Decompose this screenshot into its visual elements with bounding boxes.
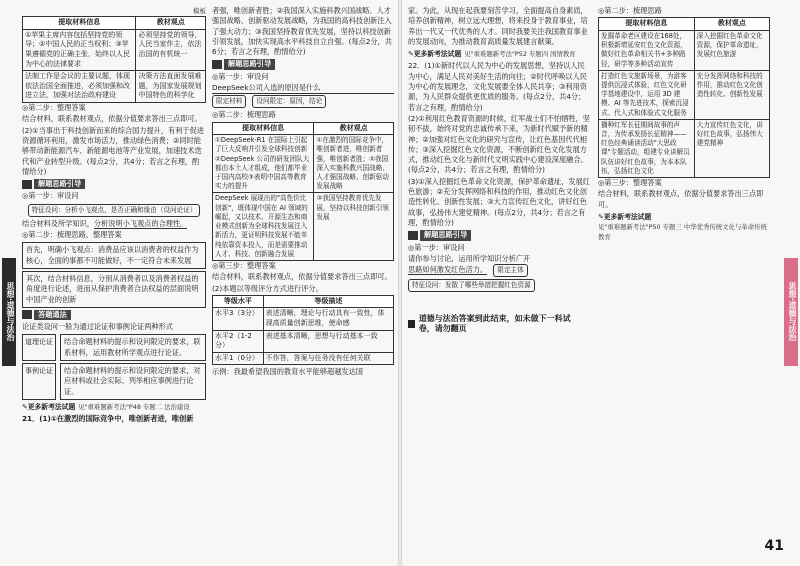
table-cell: 水平3（3分）	[213, 308, 264, 330]
reasoning-box: 其次，结合材料信息，分别从消费者以及消费者权益的角度进行论述，进而从保护消费者合法权益的层面说明中国产业的创新	[22, 271, 206, 308]
step-heading: ◎第一步：审设问	[408, 242, 465, 252]
tip-text: 结合命题材料的提示和设问限定的要求，联系材料，运用教材所学观点进行论证。	[60, 334, 206, 361]
table-cell: DeepSeek 展现出的"高性价比创新"，既体现中国在 AI 领域的崛起，又以技术、开源生态和商业模式创新为全球科技发展注入新活力，更证明科技发展不能单纯依靠资本投入，而是需要推动人才、科技、创新融合发展	[213, 193, 314, 260]
question-text: 请你参与讨论，运用所学知识分析广开	[408, 253, 531, 263]
table-cell: 必须坚持党的领导，人民当家作主，依法治国的有机统一	[136, 29, 206, 70]
tips-heading	[22, 310, 206, 320]
section-marker-icon	[408, 231, 418, 240]
table-row	[213, 330, 394, 352]
more-questions-link[interactable]	[598, 212, 770, 243]
table-header: 提取材料信息	[213, 122, 314, 135]
pencil-icon: ✎	[598, 212, 604, 221]
table-cell: 充分发挥网络和科技的作用，推动红色文化创造性转化、创新性发展	[694, 70, 769, 119]
more-label: 更多新考法试题	[27, 402, 76, 411]
table-row	[23, 29, 206, 70]
table-row	[599, 30, 770, 70]
question-text: 结合材料及所学知识，	[22, 218, 94, 228]
table-cell: 播种红军长征期间故事的声音，为传承发扬长征精神——红色经典诵读活动"大思政课"专题活动，组建专业讲解员队伍讲好红色故事，为本本队伍，弘扬红色文化	[599, 119, 695, 177]
right-subject-tab: 思想·道德与法治	[784, 258, 798, 366]
table-header: 教材观点	[136, 17, 206, 30]
column-1	[22, 6, 206, 562]
column-4	[598, 6, 770, 562]
more-questions-link[interactable]	[22, 402, 206, 412]
paragraph: 结合材料，联系教材观点，依据分值要求答出三点即可。	[212, 272, 392, 282]
question-underlined: 思路如何激发红色活力。	[408, 265, 488, 275]
table-row	[599, 119, 770, 177]
table-cell: ③我国坚持教育优先发展，坚持以科技创新引领发展	[314, 193, 394, 260]
table-cell: 水平1（0分）	[213, 352, 264, 365]
question-22: 22．(1)①新时代以人民为中心的发展思想，坚持以人民为中心，满足人民对美好生活的向往；②时代呼唤以人民为中心的发展理念，文化发展要全体人民共享；③利用资源，为人民群众提供更优质的服务。(每点2分，共4分；若言之有理，酌情给分)	[408, 61, 587, 112]
level-table	[212, 295, 394, 366]
paragraph: 家。为此，从现在起我要刻苦学习，全面提高自身素质，培养创新精神，树立远大理想，将来投身于教育事业，培养出一代又一代优秀的人才。同时我要关注我国教育事业的发展动向，为推动教育高质量发展建言献策。	[408, 6, 588, 46]
table-cell: 表述清晰，理论与行动具有一致性，体现高质量创新思维，使命感	[263, 308, 393, 330]
callout-bubble: 特征设问：发散了哪些举措把握红色资源	[408, 279, 535, 292]
step-heading: ◎第三步：整理答案	[598, 177, 662, 187]
table-4	[598, 17, 770, 178]
table-cell: 发掘革命老区建设在168处，积极新增延安红色文化资源，做好红色革命相关书+多种路径，研学等多种活动宣传	[599, 30, 695, 70]
tips-title: 答题通法	[34, 310, 71, 320]
end-note-text: 道德与法治答案到此结束，如未做下一科试卷，请勿翻页	[418, 314, 571, 334]
column-2	[212, 6, 394, 562]
step-heading: ◎第二步：整理答案	[22, 103, 86, 113]
table-cell: 不作答，答案与任务没有任何关联	[263, 352, 393, 365]
tip-row	[22, 363, 206, 400]
table-cell: ①DeepSeek-R1 在国际上引起了巨大反响并引发全球科技创新②DeepSeek 公司的研发团队大都由本土人才组成，他们都毕业于国内高校③表明中国高等教育实力的提升	[213, 135, 314, 193]
table-row	[213, 352, 394, 365]
step-heading: ◎第一步：审设问	[212, 71, 269, 81]
step-heading: ◎第一步：审设问	[22, 191, 79, 201]
section-marker-icon	[212, 60, 222, 69]
tip-label: 事例论证	[22, 363, 56, 400]
table-cell: 决策方法直面发展难题，为国家发展规划中国特色的科学化	[136, 71, 206, 103]
pencil-icon: ✎	[22, 402, 28, 411]
table-row	[213, 308, 394, 330]
question-line	[22, 219, 206, 229]
end-note	[408, 314, 590, 335]
square-icon	[408, 320, 415, 328]
table-cell: 水平2（1-2分）	[213, 330, 264, 352]
paragraph: 结合材料，联系教材观点，依据分值要求答出三点即可。	[22, 114, 202, 124]
table-header: 教材观点	[694, 18, 769, 31]
step-heading: ◎第三步：整理答案	[212, 260, 276, 270]
tag-bubble: 限定主体	[493, 264, 527, 277]
table-header: 提取材料信息	[23, 17, 136, 30]
table-header: 提取材料信息	[599, 18, 695, 31]
tips-intro: 论证类设问一般为通过论证和事例论证两种形式	[22, 322, 173, 332]
table-2	[212, 122, 394, 261]
question-lead	[408, 254, 590, 277]
table-cell: ①在激烈的国际竞争中，唯创新者进，唯创新者强，唯创新者胜；②我国深入实施科教兴国战略、人才强国战略、创新驱动发展战略	[314, 135, 394, 193]
page-number: 41	[764, 538, 784, 554]
table-cell: ①苹果主席内容包括坚持党的领导；②中国人民的正当权利；③苹果遵循党的正确主张，始终以人民为中心的法律要求	[23, 29, 136, 70]
table-cell: 打造红色文旅新场景，为游客提供沉浸式体验，红色文化研学基地建设中，运用 3D 建模、AI 等先进技术，探索沉浸式、代入式和体验式文化服务	[599, 70, 695, 119]
table-cell: 大力宣传红色文化，讲好红色故事，弘扬伟大建党精神	[694, 119, 769, 177]
table-cell: 法制工作是会议的主要议题，体现依法治国全面推进，必须加强和改进立法，加强对法治政府建设	[23, 71, 136, 103]
tip-label: 道理论证	[22, 334, 56, 361]
section-heading	[212, 59, 394, 69]
paragraph: (2)①利用红色教育资源的时候，红军战士们不怕牺牲，坚韧不拔，始终对党的忠诚传承下来，为新时代赋予新的精神；②加强对红色文化的研究与宣传，让红色基因代代相传；③深入挖掘红色文化资源，不断创新红色文化发展方式，推动红色文化与新时代文明实践中心建设深度融合。(每点2分，共4分；若言之有理，酌情给分)	[408, 113, 590, 175]
paragraph: 结合材料，联系教材观点，依据分值要求答出三点即可。	[598, 189, 764, 209]
more-label: 更多新考法试题	[603, 212, 652, 221]
more-ref: 见"重难题新考法"P48 专题二 法治建设	[78, 402, 190, 411]
question-lead: DeepSeek公司入选的原因是什么	[212, 83, 394, 94]
section-heading	[408, 230, 590, 240]
top-label: 模板	[193, 7, 206, 15]
section-title: 解题思路引导	[420, 230, 471, 240]
step-heading: ◎第二步：梳理思路，整理答案	[22, 230, 122, 240]
question-underlined: 分析说明小飞观点的合理性。	[93, 218, 188, 228]
step-heading: ◎第二步：梳理思路	[212, 110, 276, 120]
table-row	[599, 70, 770, 119]
section-title: 解题思路引导	[224, 59, 275, 69]
section-marker-icon	[22, 310, 32, 319]
column-3	[408, 6, 590, 562]
paragraph: (2)本题以等级评分方式进行评分。	[212, 283, 323, 293]
table-header: 教材观点	[314, 122, 394, 135]
paragraph: (3)①深入挖掘红色革命文化资源，保护革命遗址，发展红色旅游；②充分发挥网络和科技的作用，推动红色文化创造性转化、创新性发展；③大力宣传红色文化，讲好红色故事，弘扬伟大建党精神。(每点2分，共4分；若言之有理，酌情给分)	[408, 176, 590, 227]
step-heading: ◎第二步：梳理思路	[598, 6, 662, 15]
reasoning-box: 首先，明确小飞观点：消费品应该以消费者的权益作为核心，全面的事都不可能做好，不一定符合未来发展	[22, 242, 206, 269]
callout-bubble: 特征设问：分析小飞观点，是否正确和缘由（设问论证）	[28, 204, 201, 217]
table-row	[23, 71, 206, 103]
table-header: 等级描述	[263, 295, 393, 308]
section-heading	[22, 179, 206, 189]
example-text: 示例：我最希望我国的教育水平能够超越发达国	[212, 367, 363, 377]
more-questions-link[interactable]	[408, 49, 590, 59]
tag-bubble: 限定材料	[212, 95, 246, 108]
table-row	[213, 135, 394, 193]
paragraph: 者强，唯创新者胜；②我国深入实施科教兴国战略、人才强国战略、创新驱动发展战略，为我国的高科技创新注入了强大动力；③我国坚持教育优先发展，坚持以科技创新引领发展，加快实现高水平科技自立自强。(每点2分，共6分；若言之有理，酌情给分)	[212, 6, 392, 57]
tag-bubble: 设问限定：原因，结论	[252, 95, 326, 108]
table-cell: 深入挖掘红色革命文化资源，保护革命遗址，发展红色旅游	[694, 30, 769, 70]
table-cell: 表述基本清晰，思想与行动基本一致	[263, 330, 393, 352]
more-ref: 见"重难题新考法"P50 专题三 中华优秀传统文化与革命传统教育	[598, 223, 767, 242]
section-marker-icon	[22, 180, 32, 189]
left-subject-tab: 思想·道德与法治	[2, 258, 16, 366]
paragraph: (2)①当事出于科技创新而来的综合国力提升，有利于促进资源循环利用，激发市场活力，推动绿色消费；②同时能够带动新能源汽车、新能源电池等产业发展，加速技术迭代和产业转型升级。(每点2分，共4分；若言之有理，酌情给分)	[22, 125, 204, 176]
table-1	[22, 16, 206, 103]
question-21: 21．(1)①在激烈的国际竞争中，唯创新者进，唯创新	[22, 414, 194, 424]
book-spine	[398, 0, 402, 566]
tip-row	[22, 334, 206, 361]
pencil-icon: ✎	[408, 50, 414, 59]
more-ref: 见"重难题新考法"P52 专题四 国情教育	[464, 50, 576, 59]
more-label: 更多新考法试题	[413, 50, 462, 59]
tip-text: 结合命题材料的提示和设问限定的要求，对应材料或社会实际、列举相应事例进行论证。	[60, 363, 206, 400]
table-row	[213, 193, 394, 260]
section-title: 解题思路引导	[34, 179, 85, 189]
table-header: 等级水平	[213, 295, 264, 308]
